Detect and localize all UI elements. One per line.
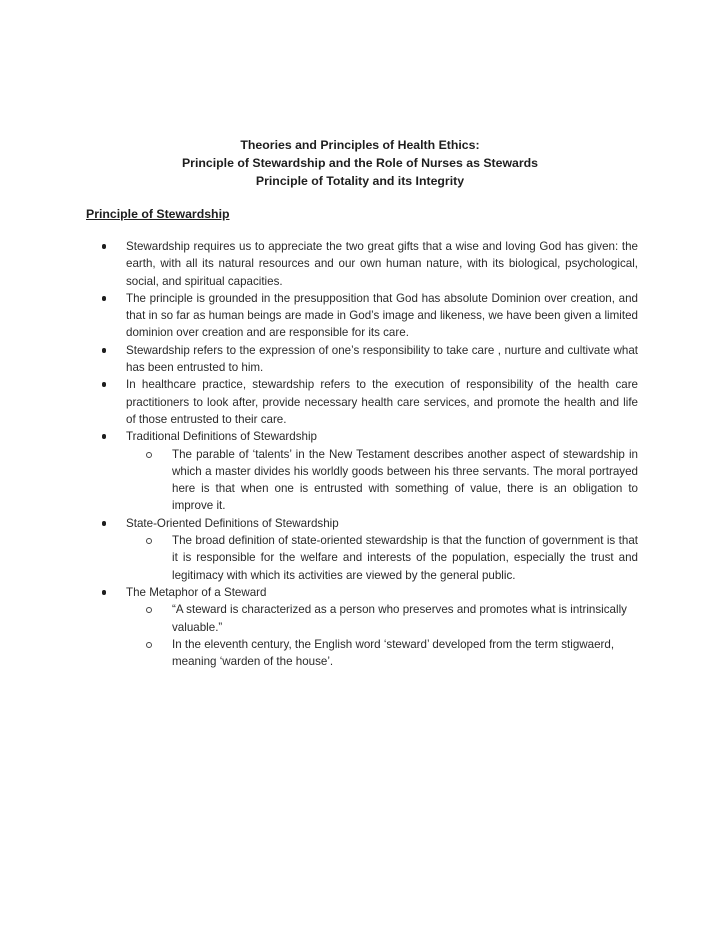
sub-text: The parable of ‘talents’ in the New Testament describes another aspect of stewardship in which a master divides his worldly goods between his three servants. The moral portrayed here is that when one is entrusted with something of value, there is an obligation to improve it. bbox=[172, 447, 638, 513]
bullet-icon bbox=[102, 244, 106, 249]
bullet-text: In healthcare practice, stewardship refers to the execution of responsibility of the health care practitioners to look after, provide necessary health care services, and promote the health and life of those entrusted to their care. bbox=[126, 378, 638, 426]
bullet-text: The Metaphor of a Steward bbox=[126, 585, 267, 599]
bullet-item bbox=[96, 290, 638, 342]
section-heading: Principle of Stewardship bbox=[86, 207, 230, 221]
sub-text: “A steward is characterized as a person who preserves and promotes what is intrinsically valuable.” bbox=[172, 603, 627, 634]
bullet-item bbox=[96, 515, 638, 584]
sub-item bbox=[126, 601, 638, 636]
document-title bbox=[0, 136, 720, 190]
sub-list bbox=[126, 446, 638, 515]
sub-text: In the eleventh century, the English word ‘steward’ developed from the term stigwaerd, meaning ‘warden of the house’. bbox=[172, 637, 615, 669]
bullet-icon bbox=[102, 434, 106, 439]
title-line-2: Principle of Stewardship and the Role of Nurses as Stewards bbox=[181, 156, 538, 170]
bullet-item bbox=[96, 342, 638, 377]
bullet-item bbox=[96, 238, 638, 290]
bullet-icon bbox=[102, 348, 106, 353]
circle-bullet-icon bbox=[146, 538, 152, 544]
sub-item bbox=[126, 446, 638, 515]
bullet-text: Stewardship requires us to appreciate the two great gifts that a wise and loving God has given: the earth, with all its natural resources and our own human nature, with its biological, psychological, social, and spiritual capacities. bbox=[126, 240, 638, 288]
bullet-icon bbox=[102, 590, 106, 595]
circle-bullet-icon bbox=[146, 452, 152, 458]
bullet-icon bbox=[102, 382, 106, 387]
bullet-item bbox=[96, 584, 638, 670]
circle-bullet-icon bbox=[146, 607, 152, 613]
sub-text: The broad definition of state-oriented stewardship is that the function of government is that it is responsible for the welfare and interests of the population, especially the trust and legitimacy with which its activities are viewed by the general public. bbox=[172, 534, 638, 582]
circle-bullet-icon bbox=[146, 642, 152, 648]
bullet-item bbox=[96, 376, 638, 428]
title-line-3: Principle of Totality and its Integrity bbox=[255, 174, 465, 188]
bullet-text: Traditional Definitions of Stewardship bbox=[126, 430, 317, 444]
bullet-text: State-Oriented Definitions of Stewardship bbox=[126, 516, 339, 530]
sub-list bbox=[126, 532, 638, 584]
bullet-text: Stewardship refers to the expression of one’s responsibility to take care , nurture and cultivate what has been entrusted to him. bbox=[126, 343, 638, 375]
sub-item bbox=[126, 532, 638, 584]
bullet-icon bbox=[102, 296, 106, 301]
bullet-item bbox=[96, 428, 638, 514]
bullet-text: The principle is grounded in the presupposition that God has absolute Dominion over creation, and that in so far as human beings are made in God’s image and likeness, we have been given a limited dominion over creation and are responsible for its care. bbox=[126, 291, 638, 340]
bullet-icon bbox=[102, 521, 106, 526]
title-line-1: Theories and Principles of Health Ethics: bbox=[240, 138, 480, 152]
sub-item bbox=[126, 636, 638, 671]
bullet-list bbox=[96, 238, 638, 670]
sub-list bbox=[126, 601, 638, 670]
section-content bbox=[96, 238, 638, 670]
